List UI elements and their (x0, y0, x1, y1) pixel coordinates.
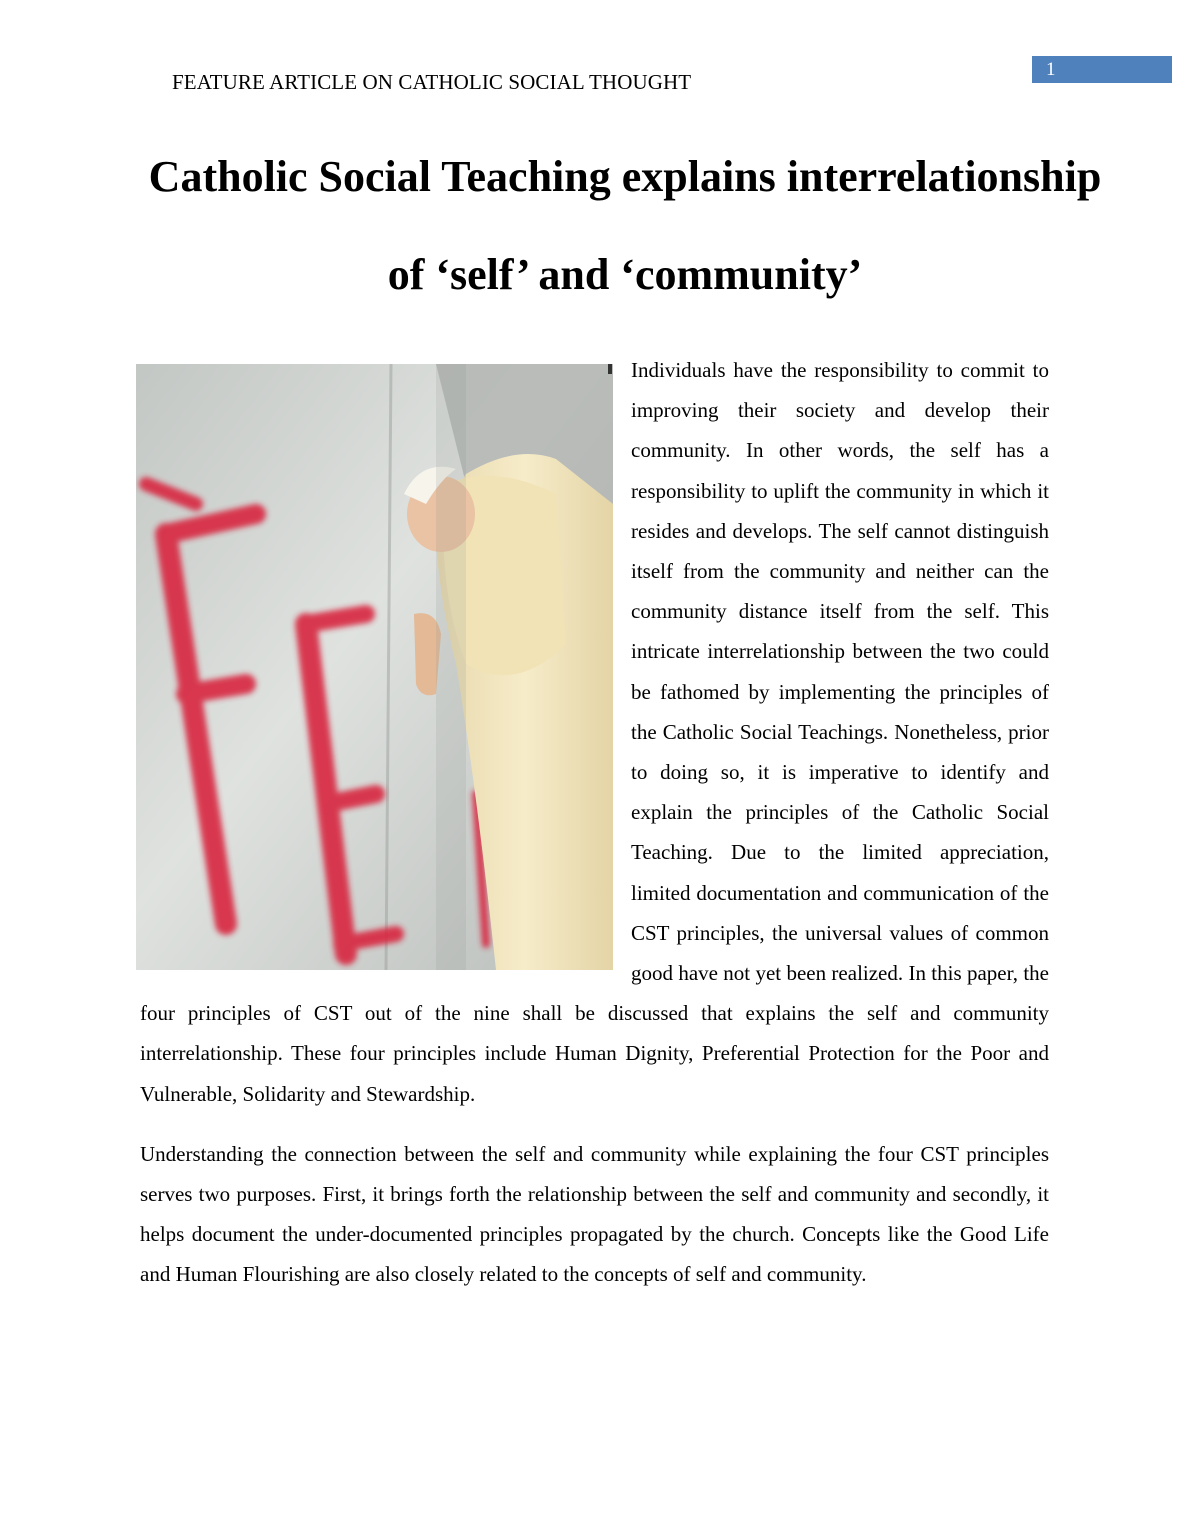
article-body (140, 350, 1049, 1295)
article-photo (136, 364, 613, 970)
paragraph-1: Individuals have the responsibility to commit to improving their society and develop their community. In other words, the self has a responsibility to uplift the community in which it resides and develops. The self cannot distinguish itself from the community and neither can the community distance itself from the self. This intricate interrelationship between the two could be fathomed by implementing the principles of the Catholic Social Teachings. Nonetheless, prior to doing so, it is imperative to identify and explain the principles of the Catholic Social Teaching. Due to the limited appreciation, limited documentation and communication of the CST principles, the universal values of common good have not yet been realized. In this paper, the four principles of CST out of the nine shall be discussed that explains the self and community interrelationship. These four principles include Human Dignity, Preferential Protection for the Poor and Vulnerable, Solidarity and Stewardship. (140, 358, 1049, 1106)
title-line-2: of ‘self’ and ‘community’ (387, 250, 863, 299)
title-line-1: Catholic Social Teaching explains interrelationship (148, 152, 1102, 201)
article-title (120, 128, 1130, 324)
figure-container (140, 350, 631, 984)
page-number: 1 (1032, 56, 1172, 83)
running-header: FEATURE ARTICLE ON CATHOLIC SOCIAL THOUGHT (172, 70, 692, 94)
image-anchor-mark (608, 364, 612, 374)
photo-shadow (436, 364, 466, 970)
paragraph-2: Understanding the connection between the self and community while explaining the four CST principles serves two purposes. First, it brings forth the relationship between the self and community and secondly, it helps document the under-documented principles propagated by the church. Concepts like the Good Life and Human Flourishing are also closely related to the concepts of self and community. (140, 1141, 1049, 1287)
